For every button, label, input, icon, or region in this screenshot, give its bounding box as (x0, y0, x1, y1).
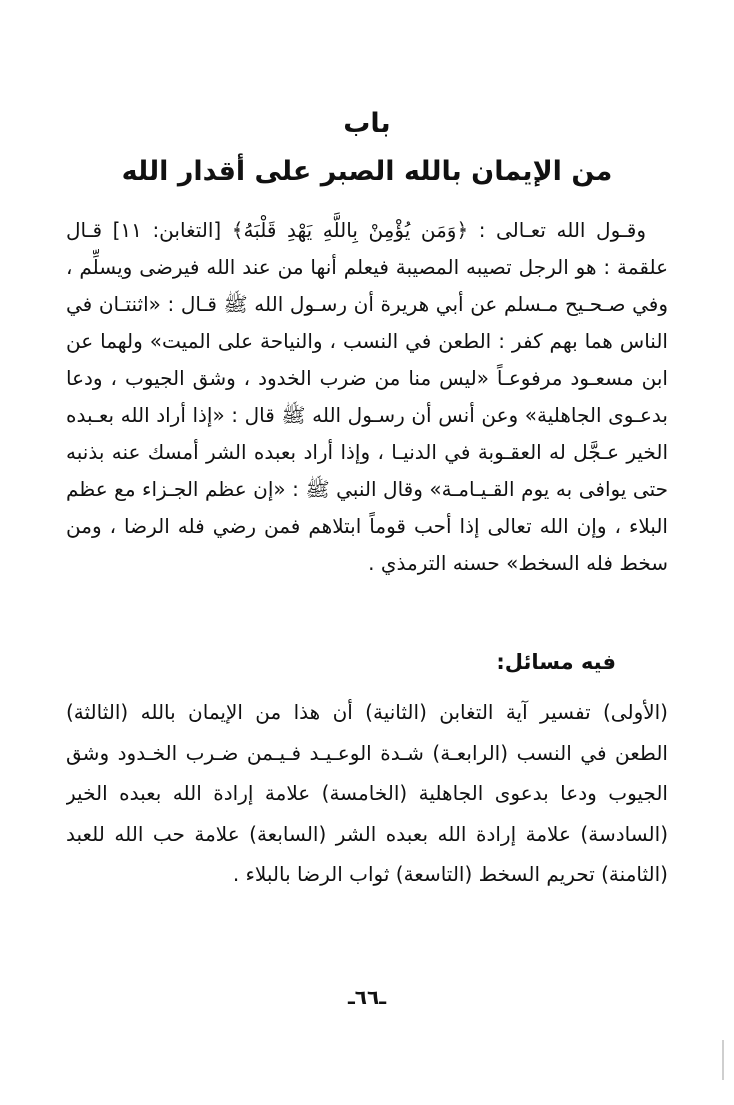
issues-line: الجيوب ودعا بدعوى الجاهلية (الخامسة) علامة إرادة الله بعبده الخير (66, 781, 668, 805)
page-edge-shadow (722, 1040, 724, 1080)
paragraph-line: حتى يوافى به يوم القـيـامـة» وقال النبي ﷺ : «إن عظم الجـزاء مع عظم (66, 477, 668, 501)
main-paragraph (66, 212, 668, 582)
paragraph-line: ابن مسعـود مرفوعـاً «ليس منا من ضرب الخدود ، وشق الجيوب ، ودعا (66, 366, 668, 390)
paragraph-line: الناس هما بهم كفر : الطعن في النسب ، والنياحة على الميت» ولهما عن (66, 329, 668, 353)
paragraph-line: علقمة : هو الرجل تصيبه المصيبة فيعلم أنها من عند الله فيرضى ويسلِّم ، (66, 255, 668, 279)
issues-line: (الثامنة) تحريم السخط (التاسعة) ثواب الرضا بالبلاء . (232, 862, 668, 886)
chapter-heading: باب (343, 108, 391, 139)
issues-line: (الأولى) تفسير آية التغابن (الثانية) أن هذا من الإيمان بالله (الثالثة) (66, 700, 668, 724)
chapter-title: من الإيمان بالله الصبر على أقدار الله (121, 156, 613, 187)
paragraph-line: بدعـوى الجاهلية» وعن أنس أن رسـول الله ﷺ قال : «إذا أراد الله بعـبده (66, 403, 668, 427)
issues-heading: فيه مسائل: (496, 650, 616, 674)
paragraph-line: البلاء ، وإن الله تعالى إذا أحب قوماً ابتلاهم فمن رضي فله الرضا ، ومن (66, 514, 668, 538)
issues-line: الطعن في النسب (الرابعـة) شـدة الوعـيـد فـيـمن ضـرب الخـدود وشق (66, 740, 668, 765)
paragraph-line: وفي صـحـيح مـسلم عن أبي هريرة أن رسـول الله ﷺ قـال : «اثنتـان في (66, 292, 668, 316)
issues-line: (السادسة) علامة إرادة الله بعبده الشر (السابعة) علامة حب الله للعبد (66, 821, 668, 846)
paragraph-line: وقـول الله تعـالى : ﴿وَمَن يُؤْمِنْ بِاللَّهِ يَهْدِ قَلْبَهُ﴾ [التغابن: ١١] قـال (66, 218, 646, 242)
page-number: ـ٦٦ـ (347, 985, 387, 1009)
issues-list (66, 692, 668, 895)
paragraph-line: الخير عـجَّل له العقـوبة في الدنيـا ، وإذا أراد بعبده الشر أمسك عنه بذنبه (66, 440, 668, 464)
paragraph-line: سخط فله السخط» حسنه الترمذي . (368, 551, 668, 575)
